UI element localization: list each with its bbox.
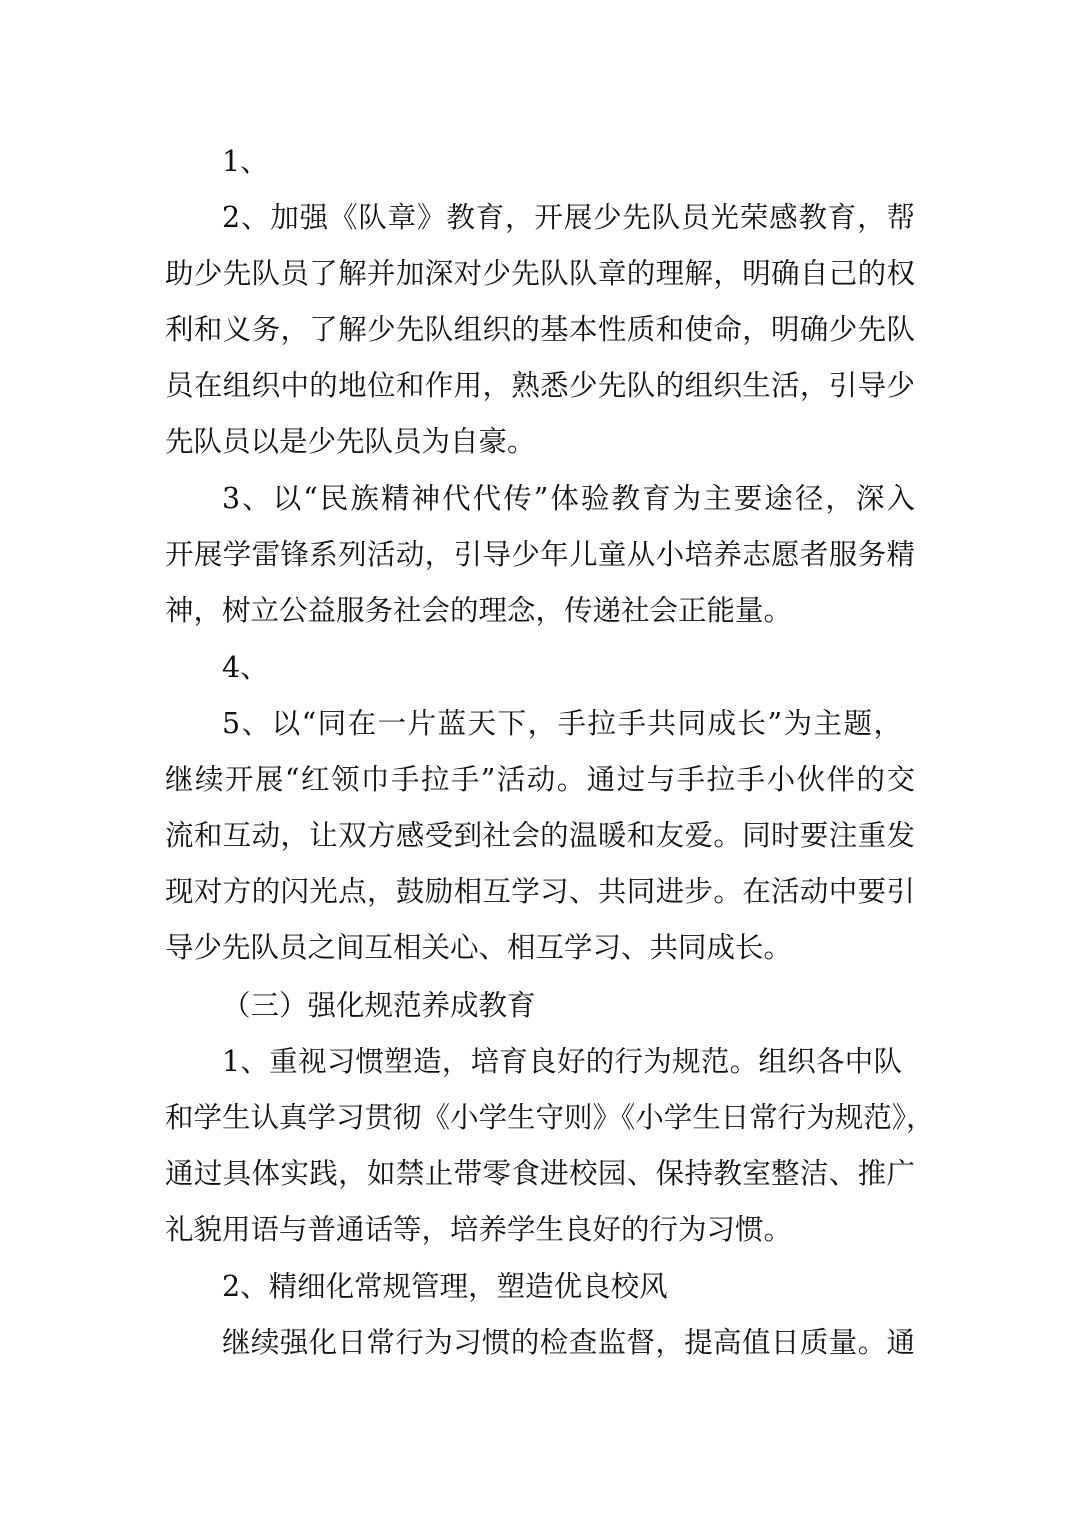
paragraph-8-line-1: 继续强化日常行为习惯的检查监督，提高值日质量。通 <box>222 1326 915 1359</box>
paragraph-2-line-2: 助少先队员了解并加深对少先队队章的理解，明确自己的权 <box>165 257 915 290</box>
paragraph-1-line-1: 1、 <box>222 145 269 178</box>
paragraph-5-line-3: 流和互动，让双方感受到社会的温暖和友爱。同时要注重发 <box>165 819 915 852</box>
paragraph-3-line-3: 神，树立公益服务社会的理念，传递社会正能量。 <box>165 594 793 627</box>
paragraph-2-line-3: 利和义务，了解少先队组织的基本性质和使命，明确少先队 <box>165 313 915 346</box>
paragraph-6-line-3: 通过具体实践，如禁止带零食进校园、保持教室整洁、推广 <box>165 1157 915 1190</box>
paragraph-6-line-1: 1、重视习惯塑造，培育良好的行为规范。组织各中队 <box>222 1045 902 1078</box>
paragraph-2-line-5: 先队员以是少先队员为自豪。 <box>165 425 536 458</box>
paragraph-4-line-1: 4、 <box>222 651 269 684</box>
paragraph-3-line-2: 开展学雷锋系列活动，引导少年儿童从小培养志愿者服务精 <box>165 538 915 571</box>
paragraph-5-line-5: 导少先队员之间互相关心、相互学习、共同成长。 <box>165 931 793 964</box>
section-heading: （三）强化规范养成教育 <box>222 989 536 1022</box>
paragraph-6-line-2: 和学生认真学习贯彻《小学生守则》《小学生日常行为规范》， <box>165 1101 935 1134</box>
paragraph-6-line-4: 礼貌用语与普通话等，培养学生良好的行为习惯。 <box>165 1213 793 1246</box>
paragraph-3-line-1: 3、以“民族精神代代传”体验教育为主要途径，深入 <box>222 482 915 515</box>
paragraph-2-line-4: 员在组织中的地位和作用，熟悉少先队的组织生活，引导少 <box>165 369 915 402</box>
paragraph-5-line-4: 现对方的闪光点，鼓励相互学习、共同进步。在活动中要引 <box>165 875 915 908</box>
paragraph-2-line-1: 2、加强《队章》教育，开展少先队员光荣感教育，帮 <box>222 201 915 234</box>
paragraph-5-line-2: 继续开展“红领巾手拉手”活动。通过与手拉手小伙伴的交 <box>165 763 915 796</box>
paragraph-5-line-1: 5、以“同在一片蓝天下，手拉手共同成长”为主题， <box>222 707 902 740</box>
paragraph-7-line-1: 2、精细化常规管理，塑造优良校风 <box>222 1270 668 1303</box>
